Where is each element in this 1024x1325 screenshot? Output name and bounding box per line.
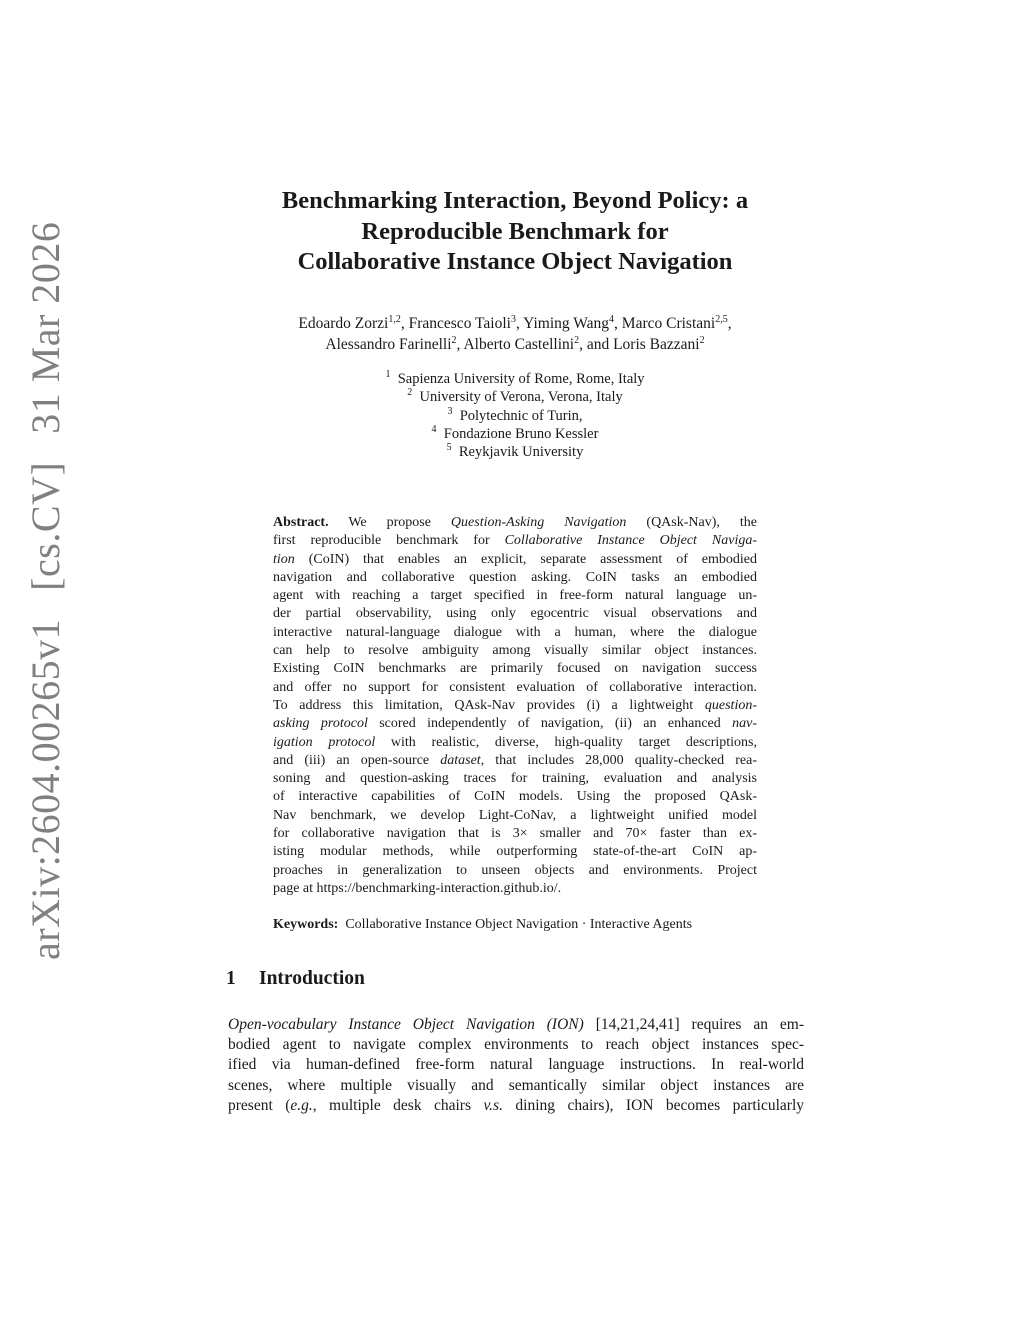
author-affil-sup: 3 bbox=[510, 314, 516, 325]
abstract-line: navigation and collaborative question asking. CoIN tasks an embodied bbox=[273, 569, 757, 585]
arxiv-watermark bbox=[22, 194, 69, 960]
keywords-label: Keywords: bbox=[273, 917, 339, 932]
abstract-text: , that includes 28,000 quality-checked rea- bbox=[480, 752, 757, 768]
abstract bbox=[273, 514, 757, 898]
keywords bbox=[273, 916, 773, 934]
intro-text: present ( bbox=[228, 1096, 291, 1114]
author-line bbox=[200, 334, 830, 355]
author-affil-sup: 4 bbox=[609, 314, 615, 325]
intro-line bbox=[228, 1096, 804, 1116]
intro-line: bodied agent to navigate complex environments to reach object instances spec- bbox=[228, 1036, 804, 1054]
abstract-line bbox=[273, 880, 757, 898]
author-affil-sup: 2 bbox=[451, 335, 457, 346]
abstract-text: question- bbox=[704, 697, 757, 713]
abstract-text: scored independently of navigation, (ii) an enhanced bbox=[367, 716, 733, 732]
abstract-text: and (iii) an open-source bbox=[273, 752, 441, 768]
paper-title bbox=[200, 186, 830, 278]
abstract-text: Question-Asking Navigation bbox=[450, 515, 627, 530]
abstract-line: and offer no support for consistent evaluation of collaborative interaction. bbox=[273, 679, 757, 695]
abstract-text: igation protocol bbox=[273, 734, 376, 750]
affiliation bbox=[200, 443, 830, 461]
intro-text: e.g. bbox=[290, 1096, 313, 1114]
intro-text: v.s. bbox=[483, 1096, 503, 1114]
abstract-text: nav- bbox=[732, 716, 758, 732]
abstract-label: Abstract. bbox=[273, 515, 329, 530]
affiliation-name: Reykjavik University bbox=[458, 444, 584, 461]
abstract-text: with realistic, diverse, high-quality target descriptions, bbox=[375, 734, 757, 750]
abstract-line: Existing CoIN benchmarks are primarily focused on navigation success bbox=[273, 661, 757, 677]
abstract-line bbox=[273, 734, 757, 752]
author-name: , Yiming Wang bbox=[515, 315, 610, 332]
abstract-line: for collaborative navigation that is 3× smaller and 70× faster than ex- bbox=[273, 826, 757, 842]
author-name: , Marco Cristani bbox=[614, 315, 716, 332]
abstract-text: dataset bbox=[440, 752, 481, 768]
affiliation bbox=[200, 370, 830, 388]
section-number: 1 bbox=[226, 968, 236, 989]
affiliation bbox=[200, 388, 830, 406]
author-affil-sup: 1,2 bbox=[388, 314, 401, 325]
section-title: Introduction bbox=[259, 968, 365, 989]
abstract-line: Nav benchmark, we develop Light-CoNav, a lightweight unified model bbox=[273, 807, 757, 823]
abstract-line: of interactive capabilities of CoIN models. Using the proposed QAsk- bbox=[273, 789, 757, 805]
author-name: Edoardo Zorzi bbox=[298, 315, 389, 332]
abstract-line: proaches in generalization to unseen objects and environments. Project bbox=[273, 862, 757, 878]
abstract-text: (QAsk-Nav), the bbox=[626, 515, 757, 530]
abstract-line: soning and question-asking traces for training, evaluation and analysis bbox=[273, 771, 757, 787]
author-affil-sup: 2 bbox=[574, 335, 580, 346]
intro-line: scenes, where multiple visually and semantically similar object instances are bbox=[228, 1076, 804, 1094]
section-heading bbox=[226, 968, 365, 990]
author-name: Alessandro Farinelli bbox=[325, 336, 452, 353]
author-list bbox=[200, 313, 830, 355]
intro-paragraph bbox=[228, 1015, 804, 1116]
intro-text: dining chairs), ION becomes particularly bbox=[502, 1096, 805, 1114]
affiliation-number: 4 bbox=[431, 423, 437, 435]
affiliations bbox=[200, 370, 830, 461]
author-separator: , bbox=[727, 315, 732, 332]
abstract-line bbox=[273, 752, 757, 770]
intro-line bbox=[228, 1015, 804, 1035]
title-line: Collaborative Instance Object Navigation bbox=[297, 248, 733, 275]
arxiv-id: arXiv:2604.00265v1 bbox=[23, 618, 68, 960]
abstract-text: (CoIN) that enables an explicit, separate assessment of embodied bbox=[294, 551, 757, 567]
affiliation-name: Polytechnic of Turin, bbox=[459, 407, 583, 424]
abstract-line bbox=[273, 551, 757, 569]
arxiv-date: 31 Mar 2026 bbox=[23, 221, 68, 434]
author-name: , Alberto Castellini bbox=[456, 336, 575, 353]
affiliation bbox=[200, 425, 830, 443]
abstract-line: can help to resolve ambiguity among visually similar object instances. bbox=[273, 643, 757, 659]
intro-line: ified via human-defined free-form natural language instructions. In real-world bbox=[228, 1056, 804, 1074]
title-line: Benchmarking Interaction, Beyond Policy: a bbox=[281, 187, 749, 214]
keywords-text: Collaborative Instance Object Navigation · Interactive Agents bbox=[345, 917, 693, 932]
affiliation-number: 2 bbox=[407, 387, 413, 399]
abstract-line: interactive natural-language dialogue with a human, where the dialogue bbox=[273, 624, 757, 640]
intro-text: , multiple desk chairs bbox=[312, 1096, 484, 1114]
abstract-line: agent with reaching a target specified in free-form natural language un- bbox=[273, 588, 757, 604]
project-page-link[interactable]: page at https://benchmarking-interaction.github.io/. bbox=[273, 880, 562, 896]
abstract-text: We propose bbox=[328, 515, 451, 530]
author-line bbox=[200, 313, 830, 334]
affiliation-name: Fondazione Bruno Kessler bbox=[443, 425, 599, 442]
abstract-text: first reproducible benchmark for bbox=[273, 533, 505, 549]
abstract-line: isting modular methods, while outperforming state-of-the-art CoIN ap- bbox=[273, 844, 757, 860]
affiliation bbox=[200, 407, 830, 425]
author-affil-sup: 2,5 bbox=[715, 314, 728, 325]
abstract-line bbox=[273, 532, 757, 550]
abstract-line: der partial observability, using only egocentric visual observations and bbox=[273, 606, 757, 622]
abstract-text: To address this limitation, QAsk-Nav provides (i) a lightweight bbox=[273, 697, 705, 713]
author-name: , and Loris Bazzani bbox=[579, 336, 700, 353]
author-affil-sup: 2 bbox=[699, 335, 705, 346]
intro-text: Open-vocabulary Instance Object Navigation (ION) bbox=[228, 1016, 584, 1033]
abstract-line bbox=[273, 514, 757, 532]
abstract-line bbox=[273, 697, 757, 715]
arxiv-category: [cs.CV] bbox=[23, 461, 68, 591]
abstract-text: Collaborative Instance Object Naviga- bbox=[504, 533, 757, 549]
intro-text: [14,21,24,41] requires an em- bbox=[583, 1016, 804, 1033]
affiliation-number: 5 bbox=[446, 442, 452, 454]
abstract-line bbox=[273, 715, 757, 733]
affiliation-number: 3 bbox=[447, 405, 453, 417]
affiliation-name: University of Verona, Verona, Italy bbox=[419, 389, 623, 406]
title-line: Reproducible Benchmark for bbox=[361, 217, 669, 245]
affiliation-name: Sapienza University of Rome, Rome, Italy bbox=[397, 371, 645, 387]
author-name: , Francesco Taioli bbox=[400, 315, 511, 332]
affiliation-number: 1 bbox=[385, 369, 391, 380]
abstract-text: tion bbox=[273, 551, 295, 567]
abstract-text: asking protocol bbox=[273, 716, 368, 732]
